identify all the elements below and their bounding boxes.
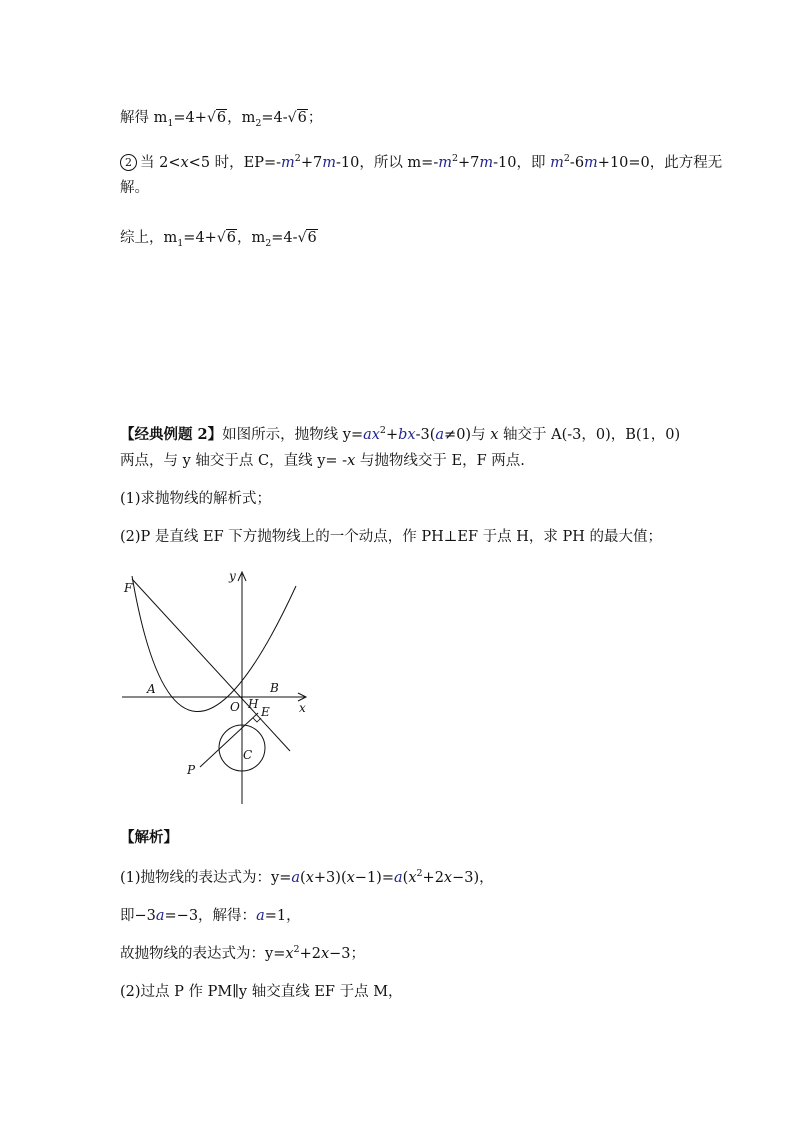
sqrt-6: √6 xyxy=(287,110,307,126)
label-c: C xyxy=(243,748,253,762)
sqrt-6: √6 xyxy=(216,230,236,246)
analysis-title: 【解析】 xyxy=(120,829,178,846)
label-a: A xyxy=(147,682,156,696)
label-e: E xyxy=(261,705,270,719)
question-1: (1)求抛物线的解析式； xyxy=(120,491,272,507)
example-title: 【经典例题 2】 xyxy=(120,426,223,443)
analysis-line-1: (1)抛物线的表达式为：$y=a(x+3)(x-1)=a(x^2+2x-3)$， xyxy=(120,868,494,886)
example-line-2: 两点，与 y 轴交于点 C，直线 y= -x 与抛物线交于 E，F 两点. xyxy=(120,453,525,469)
label-y: y xyxy=(229,569,236,583)
analysis-line-4: (2)过点 P 作 PM∥y 轴交直线 EF 于点 M， xyxy=(120,984,403,1000)
label-b: B xyxy=(270,681,279,695)
analysis-line-2: 即−3a=−3，解得：a=1， xyxy=(120,908,301,924)
sqrt-6: √6 xyxy=(206,110,227,126)
solution-line-3: 综上，$m_1=4+√6$，$m_2=4-√6$ xyxy=(120,230,317,249)
sqrt-6: √6 xyxy=(297,230,317,246)
solution-line-2b: 解。 xyxy=(120,180,149,196)
label-o: O xyxy=(230,700,240,714)
circled-number: 2 xyxy=(120,154,137,171)
label-x: x xyxy=(299,701,306,715)
question-2: (2)P 是直线 EF 下方抛物线上的一个动点，作 PH⊥EF 于点 H，求 PH 的最大值； xyxy=(120,529,663,545)
label-f: F xyxy=(124,581,133,595)
label-h: H xyxy=(248,697,259,711)
example-line-1: 【经典例题 2】如图所示，抛物线 $y=ax^2+bx-3(a\ne 0)$与 x 轴交于 A(-3，0)，B(1，0) xyxy=(120,425,681,443)
parabola-figure xyxy=(120,564,320,808)
analysis-line-3: 故抛物线的表达式为：$y=x^2+2x-3$； xyxy=(120,944,366,962)
solution-line-2: 2 当 2<x<5 时，$EP=-m^2+7m-10$，所以 $m=-m^2+7m-10$，即 $m^2-6m+10=0$，此方程无 xyxy=(120,151,680,175)
line-ef xyxy=(132,579,290,751)
label-p: P xyxy=(187,763,196,777)
solution-line-1: 解得 $m_1=4+√6$，$m_2=4-√6$； xyxy=(120,110,323,129)
